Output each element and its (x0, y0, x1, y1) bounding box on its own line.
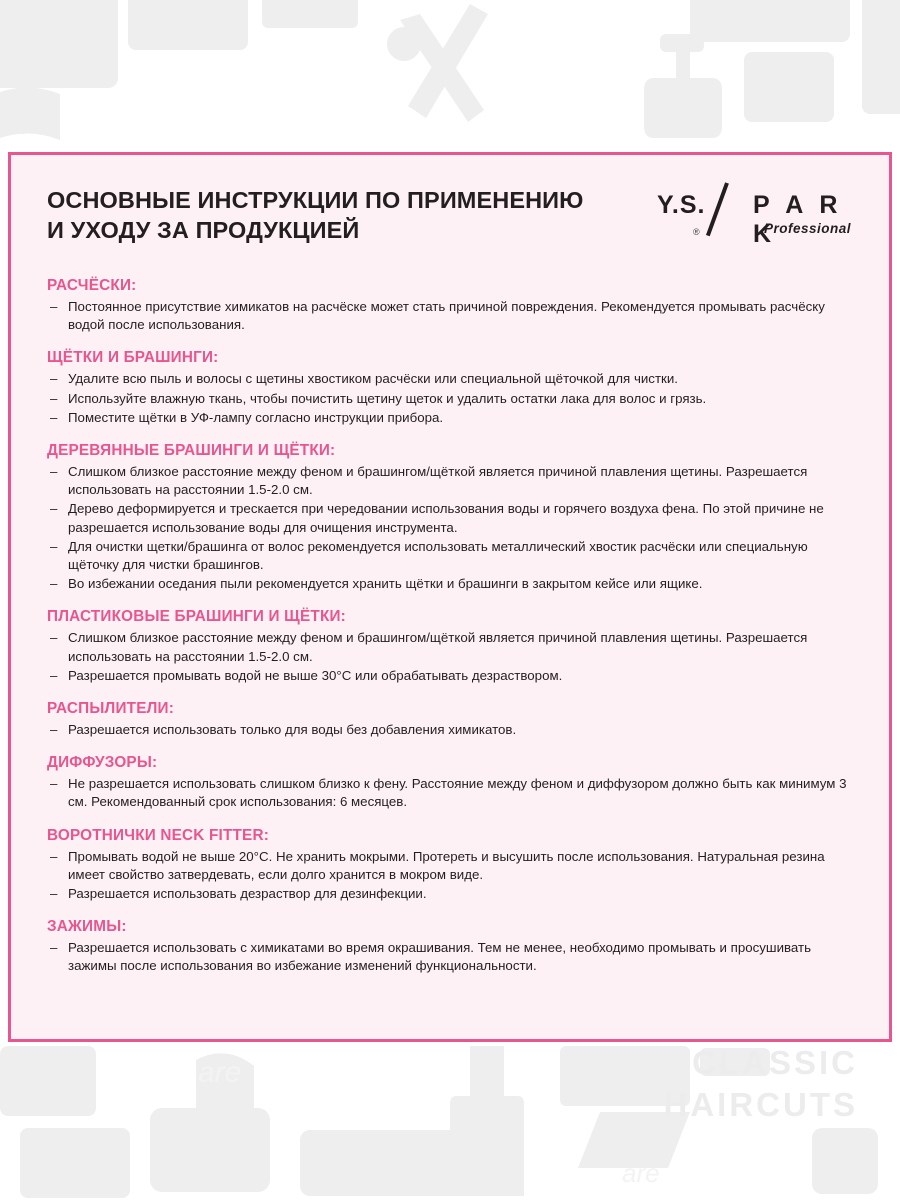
section-title: ЩЁТКИ И БРАШИНГИ: (47, 349, 219, 367)
section-title: ДЕРЕВЯННЫЕ БРАШИНГИ И ЩЁТКИ: (47, 442, 336, 460)
document-header (47, 185, 853, 251)
section-plastic-brushes (47, 608, 853, 685)
section-bullet-list (47, 298, 853, 334)
logo-brand-left: Y.S. (657, 191, 706, 219)
logo-brand-right: P A R K (753, 191, 843, 248)
page-title-line2: И УХОДУ ЗА ПРОДУКЦИЕЙ (47, 217, 360, 244)
list-item: – Во избежании оседания пыли рекомендуется хранить щётки и брашинги в закрытом кейсе или ящике. (47, 575, 853, 593)
section-title: ВОРОТНИЧКИ NECK FITTER: (47, 826, 269, 844)
list-item: – Используйте влажную ткань, чтобы почистить щетину щеток и удалить остатки лака для волос и грязь. (47, 390, 853, 408)
registered-trademark-icon: ® (693, 227, 700, 237)
section-title: ДИФФУЗОРЫ: (47, 754, 158, 772)
section-title: РАСПЫЛИТЕЛИ: (47, 700, 175, 718)
logo-slash-icon (706, 182, 729, 236)
section-brushes (47, 349, 853, 427)
list-item: – Слишком близкое расстояние между феном и брашингом/щёткой является причиной плавления щетины. Разрешается использовать на расстоянии 1.5-2.0 см. (47, 463, 853, 499)
section-title: ПЛАСТИКОВЫЕ БРАШИНГИ И ЩЁТКИ: (47, 608, 346, 626)
svg-text:are: are (198, 1056, 242, 1089)
section-clips (47, 918, 853, 975)
list-item: – Промывать водой не выше 20°С. Не хранить мокрыми. Протереть и высушить после использования. Натуральная резина имеет свойство затвердевать, если долго хранится в мокром виде. (47, 848, 853, 884)
list-item: – Разрешается использовать с химикатами во время окрашивания. Тем не менее, необходимо промывать и просушивать зажимы после использования во избежание изменений функциональности. (47, 939, 853, 975)
page-title (47, 185, 584, 245)
list-item: – Поместите щётки в УФ-лампу согласно инструкции прибора. (47, 409, 853, 427)
section-title: РАСЧЁСКИ: (47, 277, 137, 294)
list-item: – Удалите всю пыль и волосы с щетины хвостиком расчёски или специальной щёточкой для чистки. (47, 370, 853, 388)
section-bullet-list (47, 629, 853, 685)
section-wooden-brushes (47, 442, 853, 593)
list-item: – Разрешается использовать только для воды без добавления химикатов. (47, 721, 853, 739)
list-item: – Для очистки щетки/брашинга от волос рекомендуется использовать металлический хвостик расчёски или специальную щёточку для чистки брашингов. (47, 538, 853, 574)
list-item: – Разрешается использовать дезраствор для дезинфекции. (47, 885, 853, 903)
list-item: – Разрешается промывать водой не выше 30°С или обрабатывать дезраствором. (47, 667, 853, 685)
list-item: – Дерево деформируется и трескается при чередовании использования воды и горячего воздуха фена. По этой причине не разрешается использование воды для очищения инструмента. (47, 500, 853, 536)
section-sprayers (47, 700, 853, 739)
section-bullet-list (47, 370, 853, 427)
section-bullet-list (47, 848, 853, 904)
brand-logo (657, 185, 853, 251)
section-bullet-list (47, 939, 853, 975)
list-item: – Не разрешается использовать слишком близко к фену. Расстояние между феном и диффузором должно быть как минимум 3 см. Рекомендованный срок использования: 6 месяцев. (47, 775, 853, 811)
section-bullet-list (47, 775, 853, 811)
section-neck-fitters (47, 827, 853, 904)
list-item: – Постоянное присутствие химикатов на расчёске может стать причиной повреждения. Рекомендуется промывать расчёску водой после использования. (47, 298, 853, 334)
list-item: – Слишком близкое расстояние между феном и брашингом/щёткой является причиной плавления щетины. Разрешается использовать на расстоянии 1.5-2.0 см. (47, 629, 853, 665)
section-combs (47, 277, 853, 334)
watermark-classic-text: CLASSIC (692, 1044, 858, 1081)
logo-tagline: Professional (763, 221, 851, 236)
section-bullet-list (47, 463, 853, 593)
svg-text:are: are (622, 1158, 660, 1188)
section-diffusers (47, 754, 853, 811)
section-bullet-list (47, 721, 853, 739)
instruction-card (8, 152, 892, 1042)
page-title-line1: ОСНОВНЫЕ ИНСТРУКЦИИ ПО ПРИМЕНЕНИЮ (47, 187, 584, 213)
watermark-haircuts-text: HAIRCUTS (663, 1086, 858, 1123)
section-title: ЗАЖИМЫ: (47, 918, 127, 936)
